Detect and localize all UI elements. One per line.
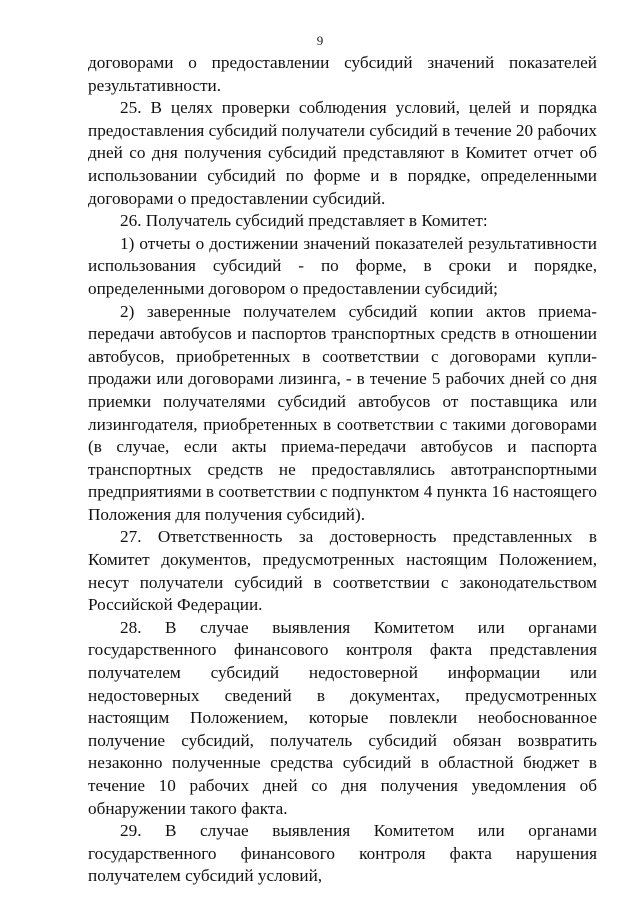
paragraph-29: 29. В случае выявления Комитетом или органами государственного финансового контроля факта нарушения получателем субсидий условий,: [88, 821, 597, 886]
page-number: 9: [316, 33, 324, 48]
document-body: [88, 52, 597, 888]
paragraph-28: 28. В случае выявления Комитетом или органами государственного финансового контроля факта представления получателем субсидий недостоверной информации или недостоверных сведений в документах, предусмотренных настоящим Положением, которые повлекли необоснованное получение субсидий, получатель субсидий обязан возвратить незаконно полученные средства субсидий в областной бюджет в течение 10 рабочих дней со дня получения уведомления об обнаружении такого факта.: [88, 617, 597, 818]
paragraph-continuation: договорами о предоставлении субсидий значений показателей результативности.: [88, 53, 597, 95]
paragraph-25: 25. В целях проверки соблюдения условий, целей и порядка предоставления субсидий получатели субсидий в течение 20 рабочих дней со дня получения субсидий представляют в Комитет отчет об использовании субсидий по форме и в порядке, определенными договорами о предоставлении субсидий.: [88, 98, 597, 208]
paragraph-26-item-2: 2) заверенные получателем субсидий копии актов приема-передачи автобусов и паспортов транспортных средств в отношении автобусов, приобретенных в соответствии с договорами купли-продажи или договорами лизинга, - в течение 5 рабочих дней со дня приемки получателями субсидий автобусов от поставщика или лизингодателя, приобретенных в соответствии с такими договорами (в случае, если акты приема-передачи автобусов и паспорта транспортных средств не предоставлялись автотранспортными предприятиями в соответствии с подпунктом 4 пункта 16 настоящего Положения для получения субсидий).: [88, 301, 597, 524]
paragraph-26: 26. Получатель субсидий представляет в Комитет:: [120, 211, 488, 231]
paragraph-27: 27. Ответственность за достоверность представленных в Комитет документов, предусмотренных настоящим Положением, несут получатели субсидий в соответствии с законодательством Российской Федерации.: [88, 527, 597, 615]
paragraph-26-item-1: 1) отчеты о достижении значений показателей результативности использования субсидий - по форме, в сроки и порядке, определенными договором о предоставлении субсидий;: [88, 233, 597, 298]
